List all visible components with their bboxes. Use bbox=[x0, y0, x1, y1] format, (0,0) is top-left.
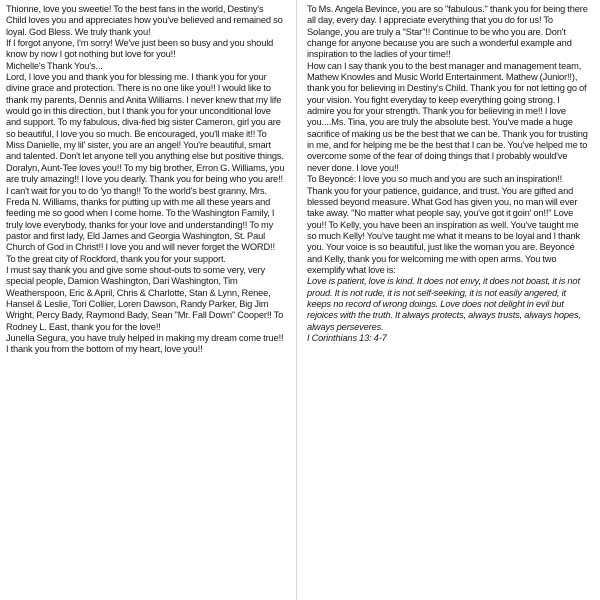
paragraph-angela: To Ms. Angela Bevince, you are so "fabulous." thank you for being there all day, every day. I appreciate everything that you do for us! To Solange, you are truly a "Star"!! Continue to be who you are. Don't change for anyone because you are such a wonderful example and inspiration to the ladies of your time!! bbox=[307, 4, 588, 60]
left-column bbox=[6, 4, 285, 356]
paragraph-shout-outs: I must say thank you and give some shout-outs to some very, very special people, Damion Washington, Dari Washington, Tim Weatherspoon, Eric & April, Chris & Charlotte, Stan & Lynn, Renee, Hansel & Leslie, Tori Collier, Loren Dawson, Randy Parker, Big Jim Wright, Percy Bady, Raymond Bady, Sean "Mr. Fall Down" Cooper!! To Rodney L. East, thank you for the love!! bbox=[6, 264, 284, 332]
paragraph-family-thanks: Lord, I love you and thank you for blessing me. I thank you for your divine grace and protection. There is no one like you!! I would like to thank my parents, Dennis and Anita Williams. I never knew that my life would go in this direction, but I thank you for your unconditional love and support. To my fabulous, diva-fied big sister Cameron, girl you are so beautiful, I love you so much. Be encouraged, you'll make it!! To Miss Danielle, my lil' sister, you are an angel! You're beautiful, smart and talented. Don't let anyone tell you anything else but positive things. Doralyn, Aunt-Tee loves you!! To my big brother, Erron G. Williams, you are truly amazing!! I love you dearly. Thank you for being who you are!! I can't wait for you to do 'yo thang!! To the world's best granny, Mrs. Freda N. Williams, thanks for putting up with me all these years and feeding me so good when I come home. To the Washington Family, I truly love everybody, thanks for your love and understanding!! To my pastor and first lady, Eld James and Georgia Washington, St. Paul Church of God in Christ!! I love you and will never forget the WORD!! To the great city of Rockford, thank you for your support. bbox=[6, 72, 285, 264]
scripture-citation: I Corinthians 13: 4-7 bbox=[307, 332, 387, 343]
section-heading-michelle: Michelle's Thank You's... bbox=[6, 60, 103, 71]
scripture-quote: Love is patient, love is kind. It does not envy, it does not boast, it is not proud. It is not rude, it is not self-seeking, it is not easily angered, it keeps no record of wrong doings. Love does not delight in evil but rejoices with the truth. It always protects, always trusts, always hopes, always perseveres. bbox=[307, 276, 581, 332]
paragraph-junella: Junella Segura, you have truly helped in making my dream come true!! I thank you from the bottom of my heart, love you!! bbox=[6, 332, 284, 355]
paragraph-management: How can I say thank you to the best manager and management team, Mathew Knowles and Music World Entertainment. Mathew (Junior!!), thank you for believing in Destiny's Child. Thank you for not letting go of your vision. You fight everyday to keep everything going strong. I admire you for your strength. Thank you for believing in me!! I love you....Ms. Tina, you are truly the absolute best. You've made a huge sacrifice of making us be the best that we can be. Thank you for trusting in me, and for helping me be the best that I can be. You've helped me to overcome some of the fear of doing things that I probably would've never done. I love you!! bbox=[307, 60, 588, 173]
right-column bbox=[307, 4, 588, 344]
paragraph-fans: Thionne, love you sweetie! To the best fans in the world, Destiny's Child loves you and appreciates how you've believed and remained so loyal. God Bless. We truly thank you! bbox=[6, 4, 283, 37]
paragraph-beyonce-kelly: To Beyoncé: I love you so much and you are such an inspiration!! Thank you for your patience, guidance, and trust. You are gifted and blessed beyond measure. What God has given you, no man will ever take away. "No matter what people say, you've got it goin' on!!" Love you!! To Kelly, you have been an inspiration as well. You've taught me so much Kelly! You've taught me what it means to be loyal and I thank you. Your voice is so beautiful, just like the woman you are. Beyoncé and Kelly, thank you for welcoming me with open arms. You two exemplify what love is: bbox=[307, 174, 581, 275]
column-divider bbox=[296, 0, 297, 600]
paragraph-apology: If I forgot anyone, I'm sorry! We've just been so busy and you should know by now I got nothing but love for you!! bbox=[6, 38, 274, 60]
